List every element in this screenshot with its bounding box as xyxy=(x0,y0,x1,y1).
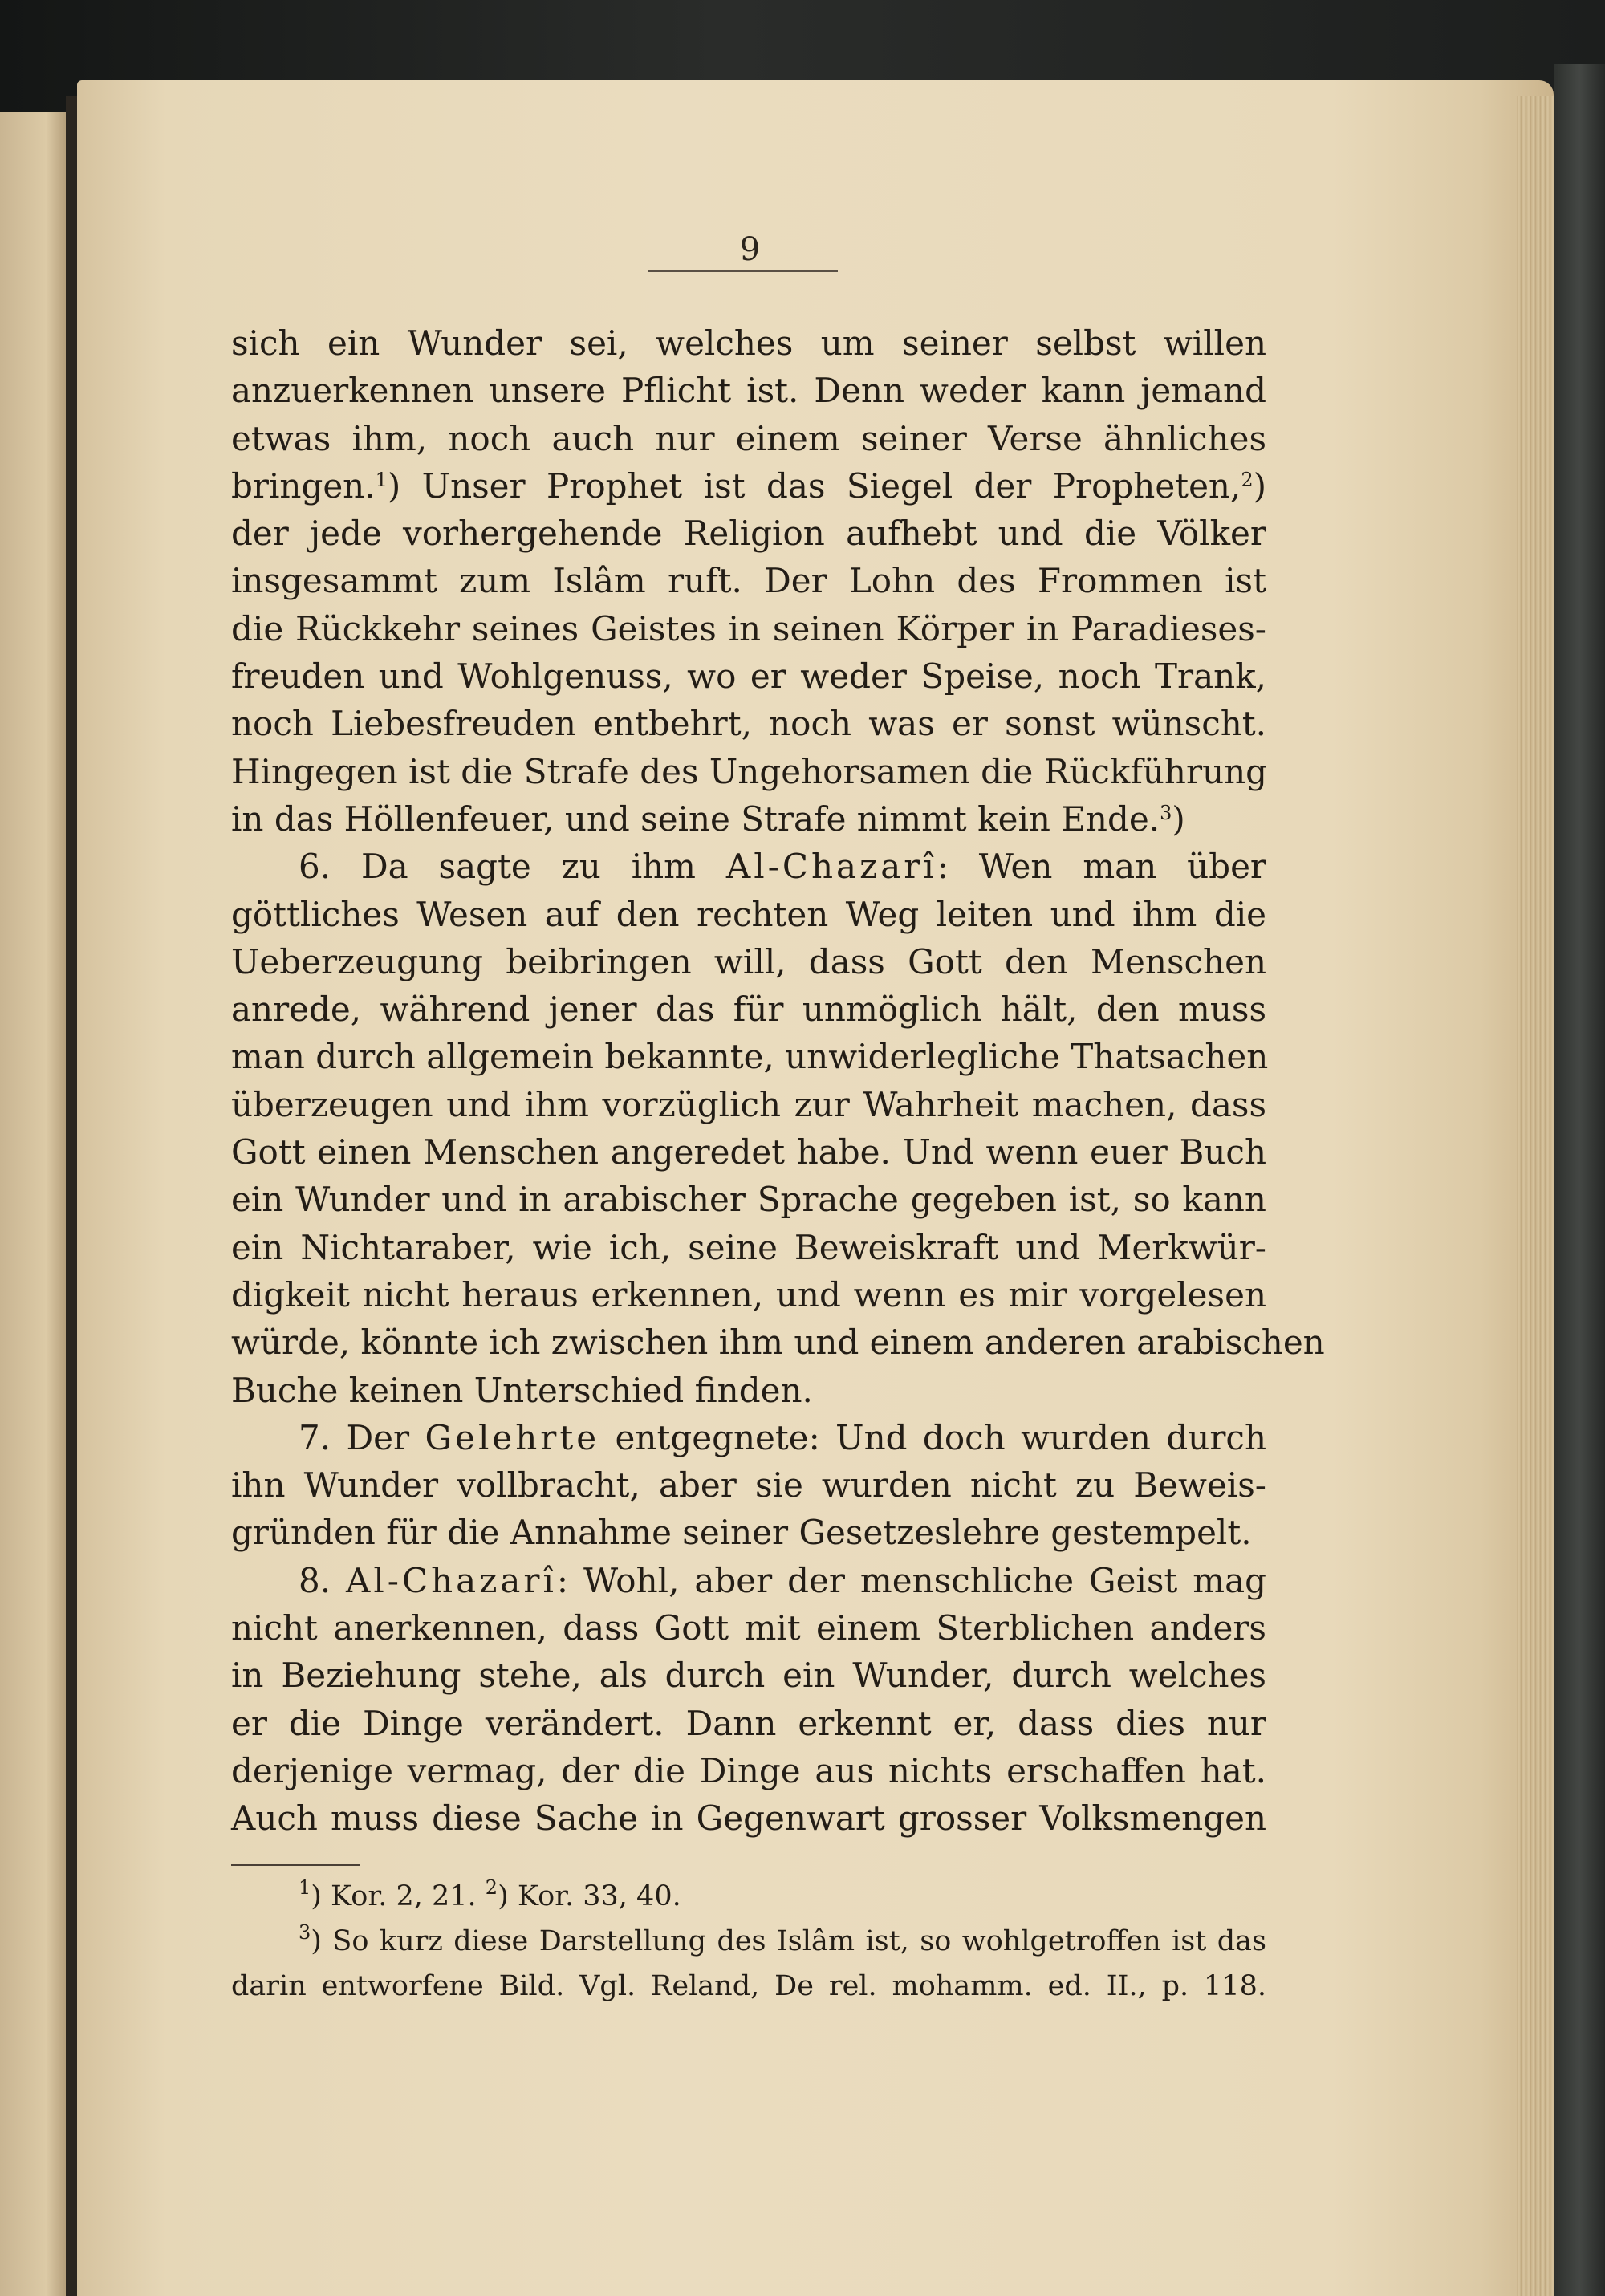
text-line xyxy=(231,1509,1266,1556)
footnotes xyxy=(231,1874,1266,2009)
footnote-marker: 1 xyxy=(299,1876,311,1899)
text-run: göttliches Wesen auf den rechten Weg leiten und ihm die xyxy=(231,894,1266,934)
text-run: bringen. xyxy=(231,465,376,506)
text-line xyxy=(231,748,1266,795)
text-line xyxy=(231,795,1266,843)
text-line xyxy=(231,510,1266,557)
text-run: ihn Wunder vollbracht, aber sie wurden nicht zu Beweis- xyxy=(231,1465,1266,1506)
text-line xyxy=(231,557,1266,604)
speaker-name: Al-Chazarî xyxy=(346,1560,557,1600)
text-run: er die Dinge verändert. Dann erkennt er, dass dies nur xyxy=(231,1703,1266,1743)
text-run: : Wen man über xyxy=(937,847,1266,887)
text-run: nicht anerkennen, dass Gott mit einem Sterblichen anders xyxy=(231,1608,1266,1648)
text-run: ) So kurz diese Darstellung des Islâm ist, so wohlgetroffen ist das xyxy=(311,1925,1266,1957)
text-line xyxy=(231,1128,1266,1176)
text-line xyxy=(231,415,1266,462)
text-run: gründen für die Annahme seiner Gesetzeslehre gestempelt. xyxy=(231,1513,1252,1553)
footnote-marker: 2 xyxy=(485,1876,498,1899)
text-line xyxy=(231,1604,1266,1652)
text-run: Buche keinen Unterschied finden. xyxy=(231,1370,813,1410)
text-run: 6. Da sagte zu ihm xyxy=(299,847,726,887)
text-line xyxy=(231,367,1266,414)
text-run: ein Wunder und in arabischer Sprache gegeben ist, so kann xyxy=(231,1180,1266,1220)
text-line xyxy=(231,319,1266,367)
text-run: ) Kor. 2, 21. xyxy=(311,1880,486,1912)
text-run: überzeugen und ihm vorzüglich zur Wahrheit machen, dass xyxy=(231,1084,1266,1124)
text-line xyxy=(231,700,1266,747)
text-run: 8. xyxy=(299,1560,347,1600)
text-line xyxy=(231,1224,1266,1271)
text-run: ) Unser Prophet ist das Siegel der Propheten, xyxy=(387,465,1241,506)
text-line xyxy=(231,1747,1266,1794)
text-run: freuden und Wohlgenuss, wo er weder Speise, noch Trank, xyxy=(231,656,1266,697)
footnote-line xyxy=(231,1919,1266,1964)
text-run: der jede vorhergehende Religion aufhebt und die Völker xyxy=(231,514,1266,554)
text-run: in das Höllenfeuer, und seine Strafe nimmt kein Ende. xyxy=(231,799,1160,839)
text-line xyxy=(231,891,1266,938)
text-line xyxy=(231,605,1266,652)
text-run: anrede, während jener das für unmöglich hält, den muss xyxy=(231,990,1266,1030)
text-line xyxy=(231,1700,1266,1747)
text-run: darin entworfene Bild. Vgl. Reland, De rel. mohamm. ed. II., p. 118. xyxy=(231,1970,1266,2002)
text-line xyxy=(231,1319,1325,1366)
text-run: man durch allgemein bekannte, unwiderlegliche Thatsachen xyxy=(231,1037,1269,1077)
footnote-marker: 1 xyxy=(375,468,388,491)
text-line xyxy=(231,1414,1266,1461)
text-line xyxy=(231,1652,1266,1699)
footnote-marker: 3 xyxy=(299,1921,311,1944)
text-run: ) xyxy=(1172,799,1185,839)
text-run: Gott einen Menschen angeredet habe. Und wenn euer Buch xyxy=(231,1132,1266,1172)
text-run: 7. Der xyxy=(299,1417,425,1457)
footnote-line xyxy=(231,1874,1266,1919)
text-run: ) xyxy=(1253,465,1266,506)
text-run: etwas ihm, noch auch nur einem seiner Verse ähnliches xyxy=(231,418,1266,458)
text-line xyxy=(231,843,1266,890)
text-run: : Wohl, aber der menschliche Geist mag xyxy=(556,1560,1266,1600)
text-line xyxy=(231,1794,1266,1842)
text-run: würde, könnte ich zwischen ihm und einem anderen arabischen xyxy=(231,1323,1325,1363)
text-line xyxy=(231,985,1266,1033)
text-line xyxy=(231,938,1266,985)
footnote-line xyxy=(231,1964,1266,2009)
text-line xyxy=(231,1271,1266,1319)
text-line xyxy=(231,1461,1266,1509)
footnote-rule xyxy=(231,1864,360,1866)
footnote-marker: 2 xyxy=(1241,468,1254,491)
text-run: Ueberzeugung beibringen will, dass Gott den Menschen xyxy=(231,941,1266,981)
page-number: 9 xyxy=(739,231,762,268)
text-run: ) Kor. 33, 40. xyxy=(498,1880,681,1912)
text-line xyxy=(231,652,1266,700)
text-run: entgegnete: Und doch wurden durch xyxy=(599,1417,1266,1457)
text-line xyxy=(231,1081,1266,1128)
text-run: derjenige vermag, der die Dinge aus nichts erschaffen hat. xyxy=(231,1750,1266,1790)
header-rule xyxy=(648,270,838,272)
text-line xyxy=(231,462,1266,510)
speaker-name: Gelehrte xyxy=(425,1417,600,1457)
text-run: digkeit nicht heraus erkennen, und wenn es mir vorgelesen xyxy=(231,1274,1266,1315)
text-run: die Rückkehr seines Geistes in seinen Körper in Paradieses- xyxy=(231,608,1266,648)
text-line xyxy=(231,1557,1266,1604)
text-line xyxy=(231,1367,1266,1414)
text-run: Auch muss diese Sache in Gegenwart grosser Volksmengen xyxy=(231,1798,1266,1839)
book-binding-edge xyxy=(1554,64,1605,2296)
text-run: noch Liebesfreuden entbehrt, noch was er sonst wünscht. xyxy=(231,704,1266,744)
text-run: insgesammt zum Islâm ruft. Der Lohn des Frommen ist xyxy=(231,561,1266,601)
text-run: sich ein Wunder sei, welches um seiner selbst willen xyxy=(231,323,1266,363)
speaker-name: Al-Chazarî xyxy=(725,847,937,887)
text-line xyxy=(231,1176,1266,1223)
text-run: in Beziehung stehe, als durch ein Wunder, durch welches xyxy=(231,1656,1266,1696)
footnote-marker: 3 xyxy=(1160,801,1172,824)
page-stack-edges xyxy=(1517,96,1554,2296)
text-run: anzuerkennen unsere Pflicht ist. Denn weder kann jemand xyxy=(231,371,1266,411)
main-text-body xyxy=(231,319,1325,1843)
text-run: Hingegen ist die Strafe des Ungehorsamen die Rückführung xyxy=(231,751,1268,791)
text-line xyxy=(231,1033,1269,1080)
text-run: ein Nichtaraber, wie ich, seine Beweiskraft und Merkwür- xyxy=(231,1227,1266,1267)
facing-page-edge xyxy=(0,112,66,2296)
